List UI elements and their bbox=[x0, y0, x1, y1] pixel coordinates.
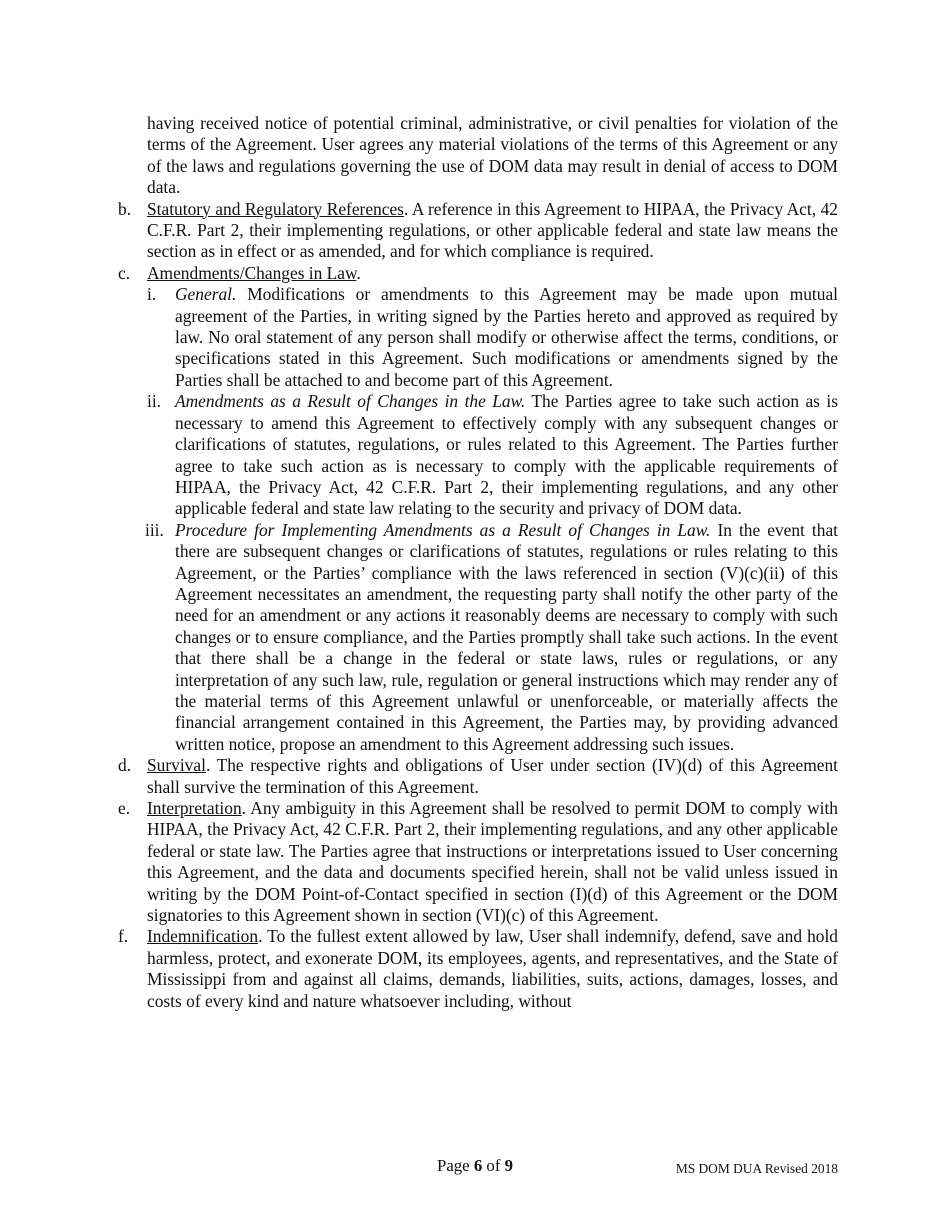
revision-label: MS DOM DUA Revised 2018 bbox=[675, 1161, 838, 1176]
section-c bbox=[118, 262, 838, 755]
section-e-text: . Any ambiguity in this Agreement shall be resolved to permit DOM to comply with HIPAA, the Privacy Act, 42 C.F.R. Part 2, their implementing regulations, and any other applicable federal or state law. The Parties agree that instructions or interpretations issued to User concerning this Agreement, and the data and documents specified herein, shall not be valid unless issued in writing by the DOM Point-of-Contact specified in section (I)(d) of this Agreement or the DOM signatories to this Agreement shown in section (VI)(c) of this Agreement. bbox=[147, 798, 838, 926]
page-total: 9 bbox=[504, 1156, 513, 1175]
section-d-marker: d. bbox=[118, 755, 132, 776]
page-number bbox=[437, 1155, 513, 1176]
section-c-heading: Amendments/Changes in Law bbox=[147, 262, 357, 283]
page-word: Page bbox=[437, 1156, 470, 1175]
section-c-i-title: General. bbox=[175, 284, 237, 305]
section-c-ii-text: The Parties agree to take such action as is necessary to amend this Agreement to effectively comply with any subsequent changes or clarifications of statutes, regulations, or rules related to this Agreement. The Parties further agree to take such action as is necessary to comply with the applicable requirements of HIPAA, the Privacy Act, 42 C.F.R. Part 2, their implementing regulations, and any other applicable federal and state law relating to the security and privacy of DOM data. bbox=[175, 391, 838, 519]
section-c-ii-title: Amendments as a Result of Changes in the Law. bbox=[175, 391, 526, 412]
continuation-paragraph: having received notice of potential criminal, administrative, or civil penalties for violation of the terms of the Agreement. User agrees any material violations of the terms of this Agreement or any of the laws and regulations governing the use of DOM data may result in denial of access to DOM data. bbox=[147, 113, 838, 198]
section-b-marker: b. bbox=[118, 198, 132, 219]
section-f bbox=[118, 926, 838, 1012]
section-f-marker: f. bbox=[118, 926, 129, 947]
section-d-heading: Survival bbox=[147, 755, 206, 776]
section-c-ii bbox=[147, 391, 838, 519]
of-word: of bbox=[486, 1156, 501, 1175]
section-c-iii-text: In the event that there are subsequent changes or clarifications of statutes, regulations or rules relating to this Agreement, or the Parties’ compliance with the laws referenced in section (V)(c)(ii) of this Agreement necessitates an amendment, the requesting party shall notify the other party of the need for an amendment or any actions it reasonably deems are necessary to comply with such changes or to ensure compliance, and the Parties promptly shall take such actions. In the event that there shall be a change in the federal or state laws, rules or regulations, or any interpretation of any such law, rule, regulation or general instructions which may render any of the material terms of this Agreement unlawful or unenforceable, or materially affects the financial arrangement contained in this Agreement, the Parties may, by providing advanced written notice, propose an amendment to this Agreement addressing such issues. bbox=[175, 519, 838, 754]
section-c-iii bbox=[145, 519, 838, 755]
section-f-heading: Indemnification bbox=[147, 926, 259, 947]
page-current: 6 bbox=[473, 1156, 483, 1175]
section-b-heading: Statutory and Regulatory References bbox=[147, 198, 404, 219]
section-b-text: . A reference in this Agreement to HIPAA, the Privacy Act, 42 C.F.R. Part 2, their implementing regulations, or other applicable federal and state law means the section as in effect or as amended, and for which compliance is required. bbox=[147, 198, 838, 262]
section-f-text: . To the fullest extent allowed by law, User shall indemnify, defend, save and hold harmless, protect, and exonerate DOM, its employees, agents, and representatives, and the State of Mississippi from and against all claims, demands, liabilities, suits, actions, damages, losses, and costs of every kind and nature whatsoever including, without bbox=[147, 926, 838, 1011]
section-b bbox=[118, 198, 838, 263]
section-c-i-text: Modifications or amendments to this Agreement may be made upon mutual agreement of the Parties, in writing signed by the Parties hereto and approved as required by law. No oral statement of any person shall modify or otherwise affect the terms, conditions, or specifications stated in this Agreement. Such modifications or amendments signed by the Parties shall be attached to and become part of this Agreement. bbox=[175, 284, 838, 390]
section-c-marker: c. bbox=[118, 262, 131, 283]
document-body bbox=[118, 113, 838, 1012]
section-c-ii-marker: ii. bbox=[147, 391, 162, 412]
section-c-iii-marker: iii. bbox=[145, 519, 164, 540]
section-d-text: . The respective rights and obligations of User under section (IV)(d) of this Agreement shall survive the termination of this Agreement. bbox=[147, 755, 838, 797]
section-e-marker: e. bbox=[118, 798, 131, 818]
section-e bbox=[118, 798, 838, 926]
section-d bbox=[118, 755, 838, 798]
section-c-iii-title: Procedure for Implementing Amendments as a Result of Changes in Law. bbox=[175, 519, 711, 540]
section-c-text: . bbox=[356, 262, 361, 283]
section-e-heading: Interpretation bbox=[147, 798, 242, 818]
section-c-i bbox=[147, 284, 838, 391]
section-c-i-marker: i. bbox=[147, 284, 157, 305]
